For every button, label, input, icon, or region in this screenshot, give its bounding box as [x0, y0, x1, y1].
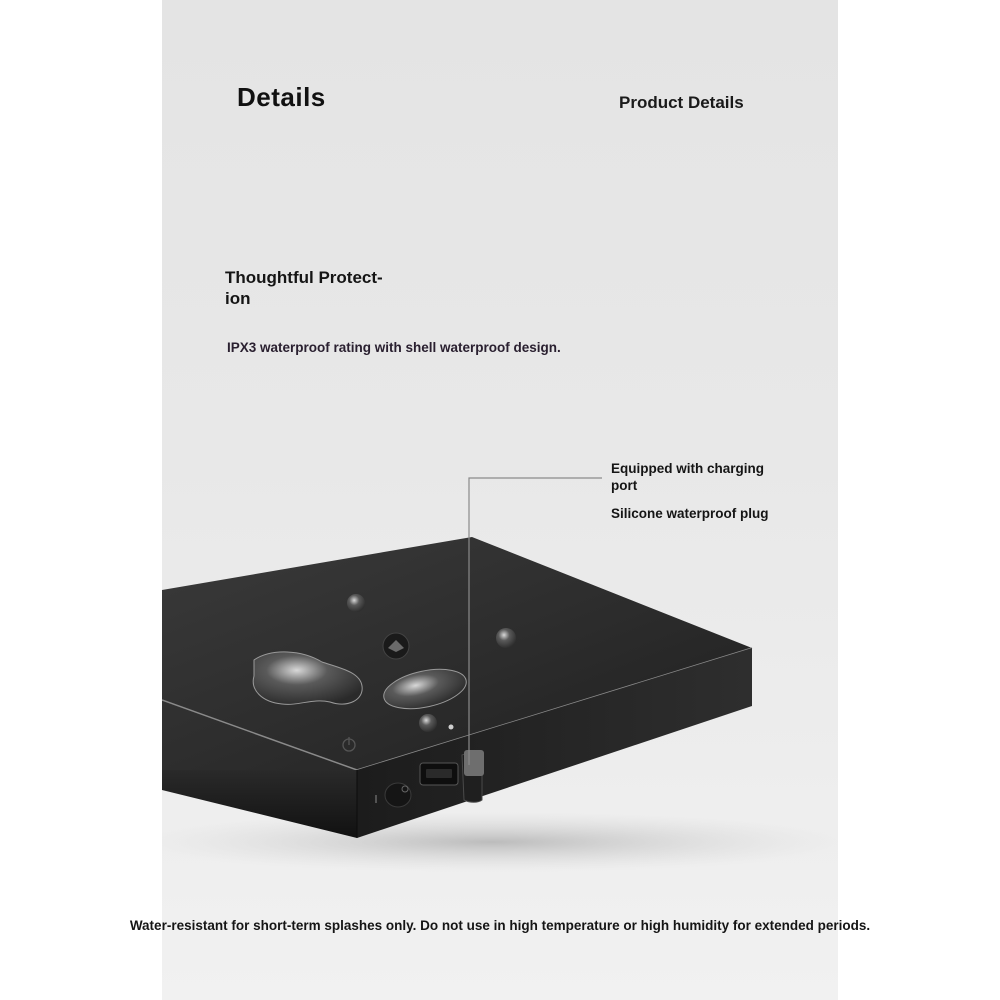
device-illustration	[162, 0, 838, 1000]
page-title: Details	[237, 82, 326, 112]
section-heading: Product Details	[619, 93, 744, 112]
water-drop-small	[419, 714, 437, 732]
callout-waterproof-plug: Silicone waterproof plug	[611, 506, 769, 521]
charging-port	[420, 763, 458, 785]
waterproof-plug	[462, 750, 484, 802]
feature-description: IPX3 waterproof rating with shell waterproof design.	[227, 340, 561, 355]
water-drop-tiny	[449, 725, 454, 730]
callout-charging-port: Equipped with charging port	[611, 461, 764, 493]
floor-shadow	[162, 812, 838, 872]
feature-title-line: ion	[225, 289, 251, 308]
content-panel	[162, 0, 838, 1000]
footer-note: Water-resistant for short-term splashes only. Do not use in high temperature or high humidity for extended periods.	[129, 918, 871, 933]
feature-title-line: Thoughtful Protect-	[225, 268, 383, 287]
water-drop-small	[347, 594, 365, 612]
feature-title	[225, 267, 410, 309]
water-drop-small	[496, 628, 516, 648]
brand-logo-icon	[383, 633, 409, 659]
